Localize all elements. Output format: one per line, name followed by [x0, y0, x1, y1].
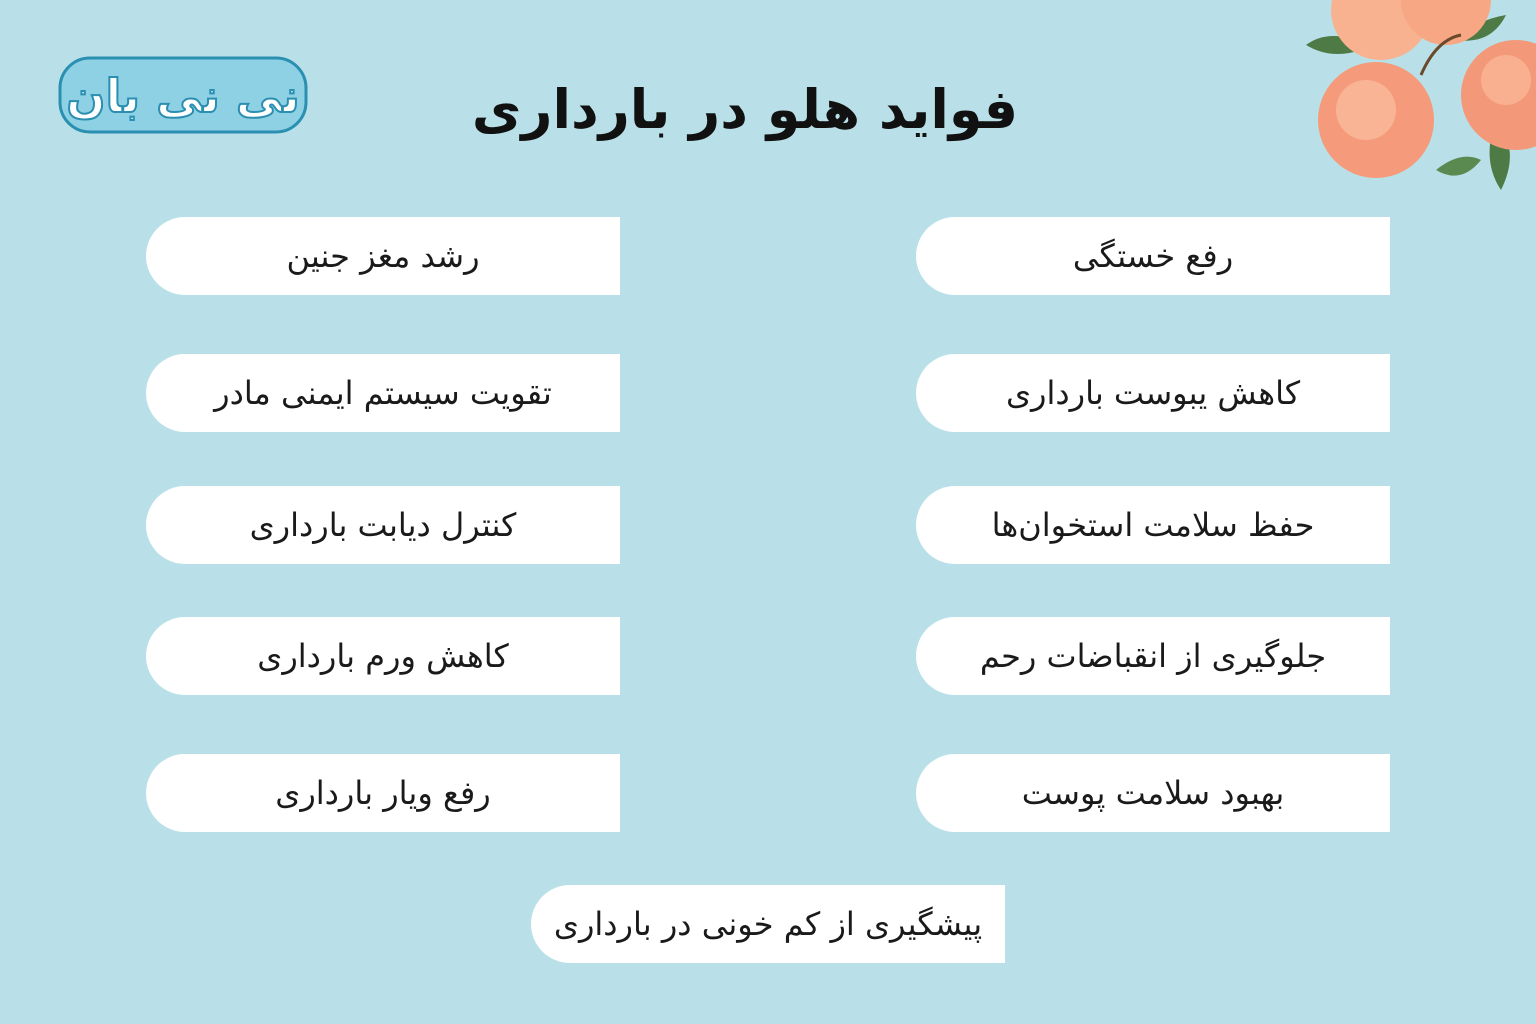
benefit-skin-health: بهبود سلامت پوست: [916, 754, 1390, 832]
benefit-prevent-contractions: جلوگیری از انقباضات رحم: [916, 617, 1390, 695]
benefit-immune-system: تقویت سیستم ایمنی مادر: [146, 354, 620, 432]
benefit-reduce-constipation: کاهش یبوست بارداری: [916, 354, 1390, 432]
benefit-prevent-anemia: پیشگیری از کم خونی در بارداری: [531, 885, 1005, 963]
benefit-relieve-fatigue: رفع خستگی: [916, 217, 1390, 295]
benefit-gestational-diabetes: کنترل دیابت بارداری: [146, 486, 620, 564]
benefit-bone-health: حفظ سلامت استخوان‌ها: [916, 486, 1390, 564]
benefit-fetal-brain-growth: رشد مغز جنین: [146, 217, 620, 295]
logo-text: نی نی بان: [66, 69, 300, 123]
benefit-reduce-swelling: کاهش ورم بارداری: [146, 617, 620, 695]
page-title: فواید هلو در بارداری: [471, 78, 1019, 141]
benefit-morning-sickness: رفع ویار بارداری: [146, 754, 620, 832]
